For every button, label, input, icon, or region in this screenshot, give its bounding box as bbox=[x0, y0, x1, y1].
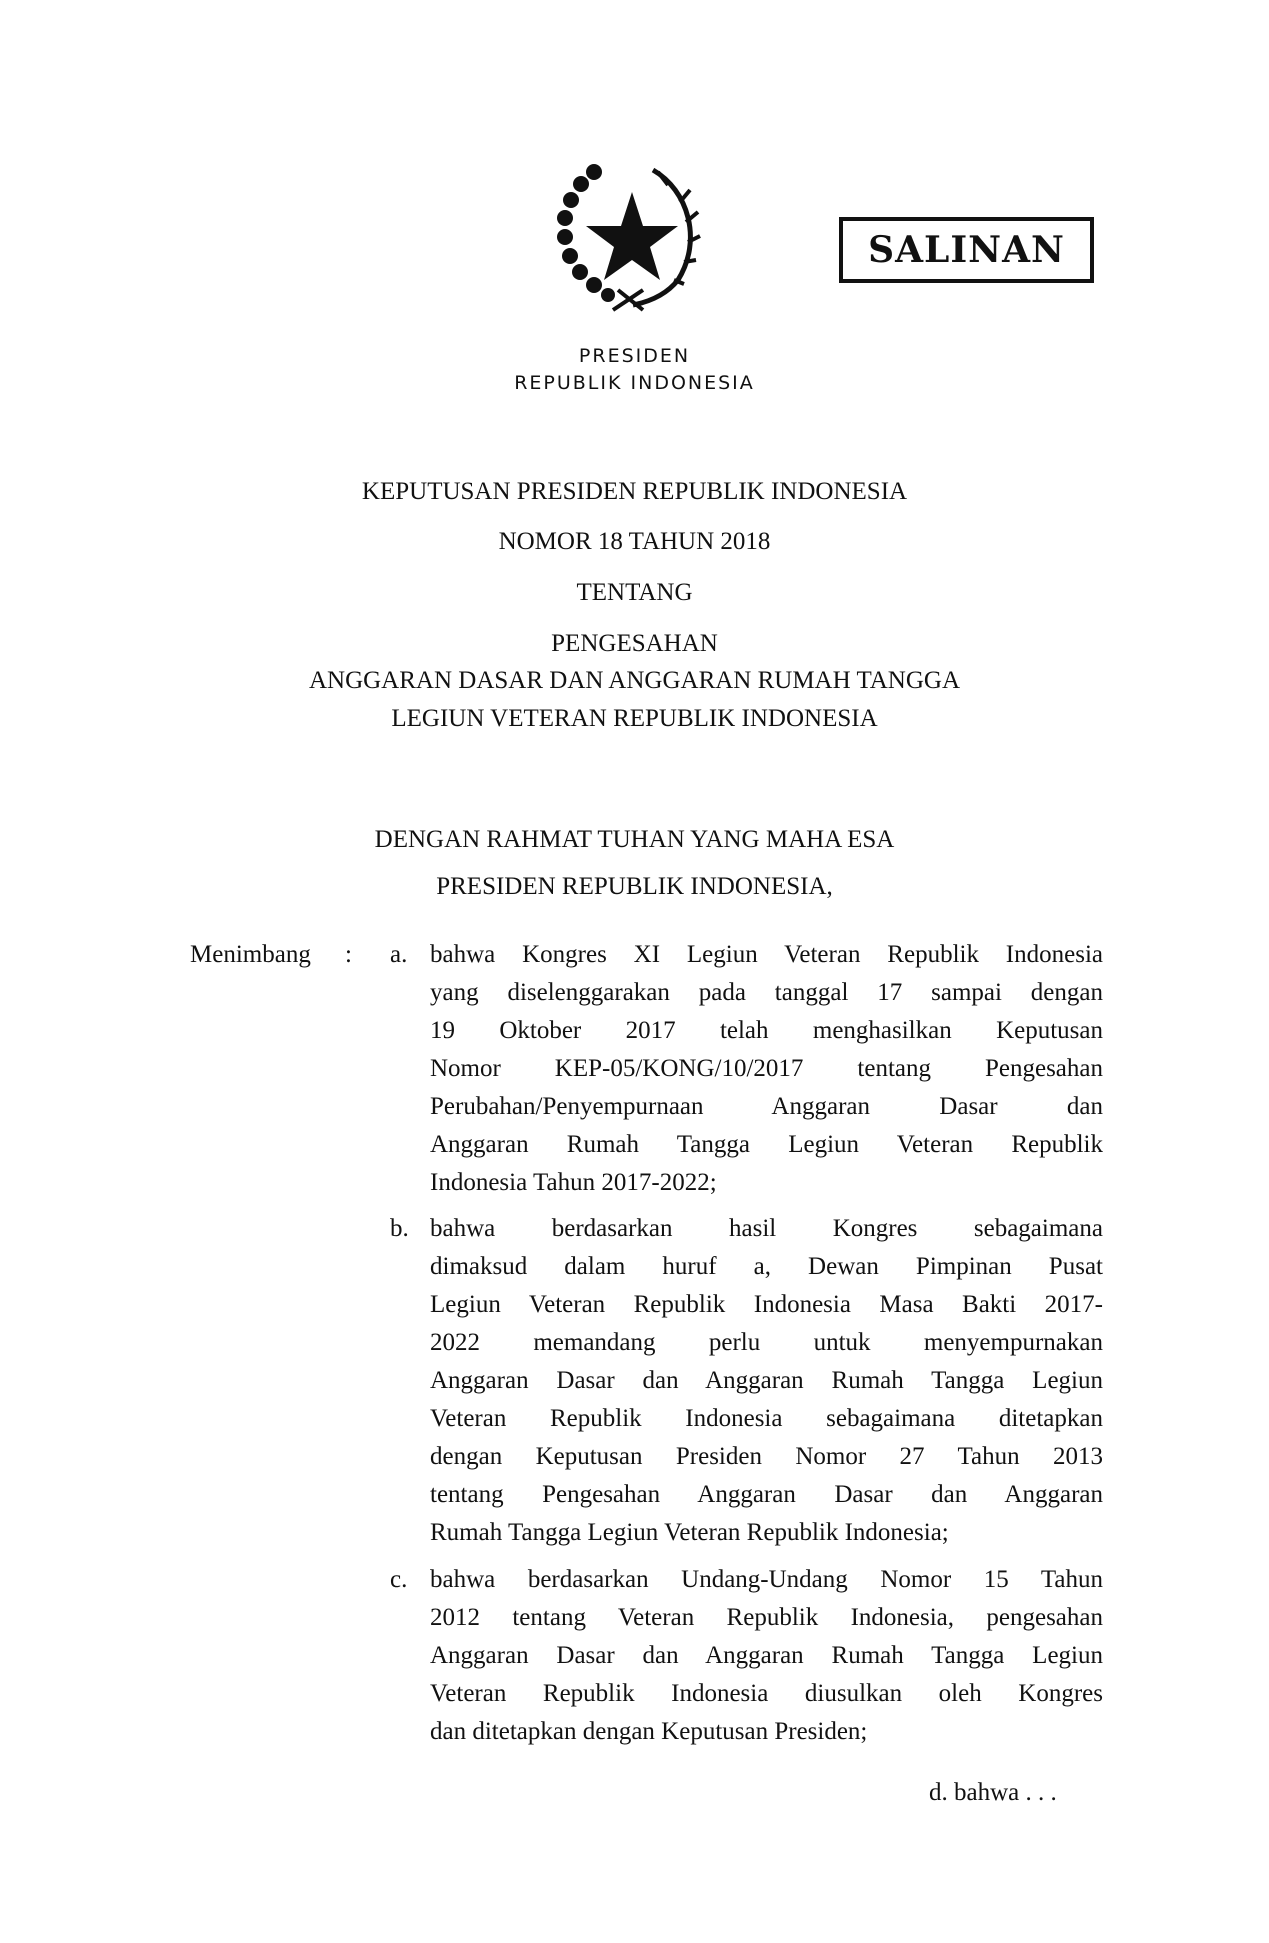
preamble-line-2: PRESIDEN REPUBLIK INDONESIA, bbox=[436, 873, 833, 900]
item-text-line: dan ditetapkan dengan Keputusan Presiden; bbox=[430, 1718, 868, 1745]
item-text-line: Rumah Tangga Legiun Veteran Republik Indonesia; bbox=[430, 1519, 949, 1546]
item-text-line: 2022 memandang perlu untuk menyempurnakan bbox=[430, 1329, 1103, 1356]
salinan-stamp-text: SALINAN bbox=[868, 229, 1065, 271]
title-line-5: ANGGARAN DASAR DAN ANGGARAN RUMAH TANGGA bbox=[308, 667, 961, 694]
item-text-line: Indonesia Tahun 2017-2022; bbox=[430, 1169, 717, 1196]
item-text-line: 19 Oktober 2017 telah menghasilkan Keputusan bbox=[430, 1017, 1103, 1044]
item-text-line: yang diselenggarakan pada tanggal 17 sampai dengan bbox=[430, 979, 1103, 1006]
item-text-line: Perubahan/Penyempurnaan Anggaran Dasar dan bbox=[430, 1093, 1103, 1120]
item-text-line: bahwa Kongres XI Legiun Veteran Republik Indonesia bbox=[430, 941, 1103, 968]
item-text-line: Veteran Republik Indonesia diusulkan oleh Kongres bbox=[430, 1680, 1103, 1707]
item-letter: c. bbox=[390, 1566, 408, 1593]
title-line-6: LEGIUN VETERAN REPUBLIK INDONESIA bbox=[391, 705, 878, 732]
item-text-line: bahwa berdasarkan hasil Kongres sebagaimana bbox=[430, 1215, 1103, 1242]
issuer-line-2: REPUBLIK INDONESIA bbox=[514, 372, 755, 394]
item-text-line: dengan Keputusan Presiden Nomor 27 Tahun 2013 bbox=[430, 1443, 1103, 1470]
item-text-line: Anggaran Rumah Tangga Legiun Veteran Republik bbox=[430, 1131, 1103, 1158]
title-line-3: TENTANG bbox=[576, 579, 693, 606]
item-text-line: Nomor KEP-05/KONG/10/2017 tentang Pengesahan bbox=[430, 1055, 1103, 1082]
menimbang-colon: : bbox=[345, 941, 352, 968]
item-text-line: dimaksud dalam huruf a, Dewan Pimpinan Pusat bbox=[430, 1253, 1103, 1280]
preamble-line-1: DENGAN RAHMAT TUHAN YANG MAHA ESA bbox=[374, 826, 895, 853]
title-line-4: PENGESAHAN bbox=[551, 630, 718, 657]
item-text-line: Legiun Veteran Republik Indonesia Masa Bakti 2017- bbox=[430, 1291, 1103, 1318]
issuer-line-1: PRESIDEN bbox=[578, 345, 691, 367]
continuation-text: d. bahwa . . . bbox=[929, 1779, 1057, 1806]
item-letter: b. bbox=[390, 1215, 409, 1242]
title-line-2: NOMOR 18 TAHUN 2018 bbox=[498, 528, 771, 555]
salinan-stamp bbox=[839, 217, 1094, 283]
item-text-line: Anggaran Dasar dan Anggaran Rumah Tangga Legiun bbox=[430, 1642, 1103, 1669]
menimbang-label: Menimbang bbox=[190, 941, 311, 968]
item-letter: a. bbox=[390, 941, 408, 968]
presidential-emblem-icon bbox=[548, 150, 718, 315]
item-text-line: bahwa berdasarkan Undang-Undang Nomor 15 Tahun bbox=[430, 1566, 1103, 1593]
item-text-line: Anggaran Dasar dan Anggaran Rumah Tangga Legiun bbox=[430, 1367, 1103, 1394]
item-text-line: 2012 tentang Veteran Republik Indonesia, pengesahan bbox=[430, 1604, 1103, 1631]
item-text-line: Veteran Republik Indonesia sebagaimana ditetapkan bbox=[430, 1405, 1103, 1432]
title-line-1: KEPUTUSAN PRESIDEN REPUBLIK INDONESIA bbox=[361, 478, 908, 505]
item-text-line: tentang Pengesahan Anggaran Dasar dan Anggaran bbox=[430, 1481, 1103, 1508]
